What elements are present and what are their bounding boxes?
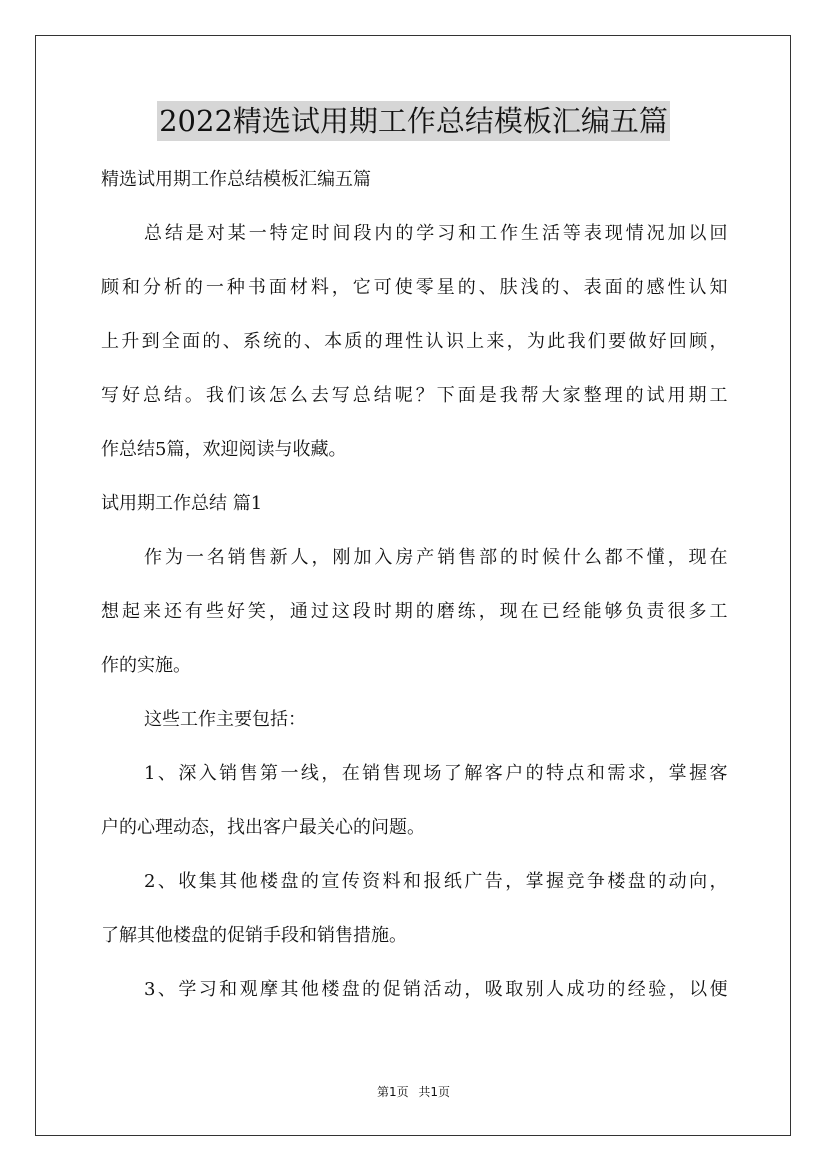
text-line: 户的心理动态，找出客户最关心的问题。: [101, 817, 425, 838]
page-number: 第1页: [376, 1085, 409, 1099]
text-line: 作为一名销售新人，刚加入房产销售部的时候什么都不懂，现在: [144, 547, 729, 568]
text-line: 想起来还有些好笑，通过这段时期的磨练，现在已经能够负责很多工: [101, 601, 729, 622]
subtitle: 精选试用期工作总结模板汇编五篇: [101, 169, 371, 190]
paragraph-intro: [101, 220, 729, 463]
paragraph-newcomer: [101, 544, 729, 679]
document-title-text: 2022精选试用期工作总结模板汇编五篇: [157, 101, 670, 141]
text-line: 顾和分析的一种书面材料，它可使零星的、肤浅的、表面的感性认知: [101, 277, 729, 298]
document-body: [101, 166, 729, 1003]
page-footer: [0, 1084, 827, 1100]
list-item: [101, 760, 729, 841]
list-item: [101, 868, 729, 949]
paragraph-includes: 这些工作主要包括：: [144, 709, 306, 730]
text-line: 了解其他楼盘的促销手段和销售措施。: [101, 925, 407, 946]
text-line: 1、深入销售第一线，在销售现场了解客户的特点和需求，掌握客: [144, 763, 729, 784]
list-item: [101, 976, 729, 1003]
section-heading: 试用期工作总结 篇1: [101, 493, 263, 514]
text-line: 作总结5篇，欢迎阅读与收藏。: [101, 439, 347, 460]
text-line: 3、学习和观摩其他楼盘的促销活动，吸取别人成功的经验，以便: [144, 979, 729, 1000]
text-line: 2、收集其他楼盘的宣传资料和报纸广告，掌握竞争楼盘的动向，: [144, 871, 729, 892]
page-total: 共1页: [418, 1085, 451, 1099]
text-line: 写好总结。我们该怎么去写总结呢？下面是我帮大家整理的试用期工: [101, 385, 729, 406]
text-line: 总结是对某一特定时间段内的学习和工作生活等表现情况加以回: [144, 223, 729, 244]
text-line: 上升到全面的、系统的、本质的理性认识上来，为此我们要做好回顾，: [101, 331, 729, 352]
document-title: [0, 101, 827, 141]
text-line: 作的实施。: [101, 655, 191, 676]
